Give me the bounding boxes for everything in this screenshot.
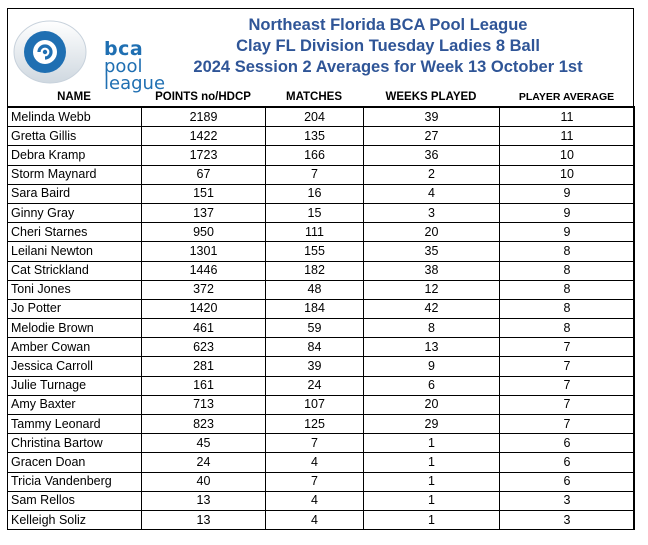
cell-points: 151 (142, 184, 266, 203)
table-row (8, 299, 635, 318)
table-row (8, 146, 635, 165)
cell-average: 8 (500, 299, 635, 318)
cell-average: 7 (500, 338, 635, 357)
cell-points: 13 (142, 510, 266, 529)
cell-weeks: 42 (364, 299, 500, 318)
cell-name: Christina Bartow (8, 434, 142, 453)
cell-points: 45 (142, 434, 266, 453)
cell-points: 67 (142, 165, 266, 184)
table-row (8, 223, 635, 242)
cell-matches: 125 (266, 415, 364, 434)
cell-weeks: 13 (364, 338, 500, 357)
table-row (8, 472, 635, 491)
bca-ball-icon (12, 19, 92, 85)
cell-matches: 4 (266, 491, 364, 510)
cell-weeks: 1 (364, 491, 500, 510)
cell-weeks: 20 (364, 395, 500, 414)
table-row (8, 107, 635, 127)
cell-name: Melodie Brown (8, 319, 142, 338)
title-line-3: 2024 Session 2 Averages for Week 13 October 1st (193, 58, 583, 76)
cell-weeks: 29 (364, 415, 500, 434)
table-row (8, 415, 635, 434)
cell-weeks: 3 (364, 203, 500, 222)
cell-matches: 111 (266, 223, 364, 242)
cell-points: 623 (142, 338, 266, 357)
cell-matches: 166 (266, 146, 364, 165)
cell-matches: 7 (266, 165, 364, 184)
cell-weeks: 35 (364, 242, 500, 261)
cell-name: Tricia Vandenberg (8, 472, 142, 491)
cell-average: 6 (500, 453, 635, 472)
cell-weeks: 1 (364, 434, 500, 453)
cell-name: Ginny Gray (8, 203, 142, 222)
title-line-1: Northeast Florida BCA Pool League (248, 16, 528, 34)
cell-matches: 4 (266, 453, 364, 472)
cell-name: Gretta Gillis (8, 127, 142, 146)
cell-weeks: 1 (364, 510, 500, 529)
cell-name: Gracen Doan (8, 453, 142, 472)
logo-word-bca: bca (104, 38, 144, 60)
cell-points: 13 (142, 491, 266, 510)
cell-points: 950 (142, 223, 266, 242)
cell-name: Tammy Leonard (8, 415, 142, 434)
cell-name: Kelleigh Soliz (8, 510, 142, 529)
cell-name: Julie Turnage (8, 376, 142, 395)
cell-average: 11 (500, 127, 635, 146)
cell-matches: 84 (266, 338, 364, 357)
title-line-2: Clay FL Division Tuesday Ladies 8 Ball (236, 37, 540, 55)
cell-weeks: 1 (364, 453, 500, 472)
cell-matches: 7 (266, 434, 364, 453)
cell-matches: 204 (266, 107, 364, 127)
cell-average: 3 (500, 491, 635, 510)
logo-word-pool: pool (104, 56, 143, 77)
cell-matches: 16 (266, 184, 364, 203)
cell-weeks: 27 (364, 127, 500, 146)
cell-matches: 182 (266, 261, 364, 280)
col-header-matches: MATCHES (285, 91, 342, 103)
cell-matches: 7 (266, 472, 364, 491)
cell-name: Amber Cowan (8, 338, 142, 357)
table-row (8, 376, 635, 395)
cell-weeks: 2 (364, 165, 500, 184)
table-row (8, 357, 635, 376)
cell-weeks: 6 (364, 376, 500, 395)
cell-name: Toni Jones (8, 280, 142, 299)
cell-name: Amy Baxter (8, 395, 142, 414)
cell-weeks: 36 (364, 146, 500, 165)
cell-weeks: 39 (364, 107, 500, 127)
cell-name: Storm Maynard (8, 165, 142, 184)
cell-points: 2189 (142, 107, 266, 127)
cell-points: 281 (142, 357, 266, 376)
table-row (8, 203, 635, 222)
cell-average: 8 (500, 280, 635, 299)
cell-average: 10 (500, 146, 635, 165)
cell-points: 24 (142, 453, 266, 472)
col-header-average: PLAYER AVERAGE (518, 91, 615, 103)
cell-weeks: 12 (364, 280, 500, 299)
cell-average: 10 (500, 165, 635, 184)
cell-matches: 155 (266, 242, 364, 261)
cell-name: Cheri Starnes (8, 223, 142, 242)
cell-points: 713 (142, 395, 266, 414)
cell-matches: 107 (266, 395, 364, 414)
cell-average: 9 (500, 223, 635, 242)
cell-matches: 39 (266, 357, 364, 376)
col-header-name: NAME (57, 91, 91, 103)
cell-average: 3 (500, 510, 635, 529)
cell-points: 461 (142, 319, 266, 338)
cell-weeks: 20 (364, 223, 500, 242)
cell-matches: 135 (266, 127, 364, 146)
cell-name: Jessica Carroll (8, 357, 142, 376)
cell-weeks: 1 (364, 472, 500, 491)
col-header-weeks: WEEKS PLAYED (385, 91, 477, 103)
cell-weeks: 8 (364, 319, 500, 338)
table-row (8, 165, 635, 184)
cell-points: 161 (142, 376, 266, 395)
table-row (8, 453, 635, 472)
cell-points: 1446 (142, 261, 266, 280)
cell-points: 1422 (142, 127, 266, 146)
table-row (8, 434, 635, 453)
cell-name: Sam Rellos (8, 491, 142, 510)
cell-name: Sara Baird (8, 184, 142, 203)
logo-word-league: league (104, 73, 166, 94)
cell-name: Debra Kramp (8, 146, 142, 165)
cell-name: Leilani Newton (8, 242, 142, 261)
bca-logo (12, 19, 166, 94)
cell-average: 9 (500, 203, 635, 222)
cell-name: Cat Strickland (8, 261, 142, 280)
cell-name: Jo Potter (8, 299, 142, 318)
cell-average: 8 (500, 319, 635, 338)
cell-average: 8 (500, 261, 635, 280)
col-header-points: POINTS no/HDCP (155, 91, 251, 103)
cell-average: 6 (500, 434, 635, 453)
averages-table (7, 106, 635, 530)
cell-matches: 24 (266, 376, 364, 395)
table-row (8, 127, 635, 146)
cell-average: 7 (500, 376, 635, 395)
cell-points: 40 (142, 472, 266, 491)
cell-matches: 59 (266, 319, 364, 338)
cell-average: 11 (500, 107, 635, 127)
cell-average: 6 (500, 472, 635, 491)
table-row (8, 280, 635, 299)
cell-points: 372 (142, 280, 266, 299)
cell-name: Melinda Webb (8, 107, 142, 127)
table-row (8, 184, 635, 203)
table-row (8, 491, 635, 510)
cell-matches: 48 (266, 280, 364, 299)
cell-points: 1723 (142, 146, 266, 165)
cell-weeks: 38 (364, 261, 500, 280)
cell-matches: 15 (266, 203, 364, 222)
cell-weeks: 4 (364, 184, 500, 203)
table-body (8, 107, 635, 530)
table-row (8, 261, 635, 280)
table-row (8, 395, 635, 414)
cell-average: 8 (500, 242, 635, 261)
cell-matches: 4 (266, 510, 364, 529)
cell-average: 7 (500, 415, 635, 434)
cell-weeks: 9 (364, 357, 500, 376)
cell-points: 137 (142, 203, 266, 222)
page-title (170, 15, 606, 78)
cell-average: 9 (500, 184, 635, 203)
cell-average: 7 (500, 395, 635, 414)
cell-average: 7 (500, 357, 635, 376)
table-row (8, 338, 635, 357)
table-row (8, 319, 635, 338)
cell-points: 1301 (142, 242, 266, 261)
table-row (8, 242, 635, 261)
table-row (8, 510, 635, 529)
cell-points: 1420 (142, 299, 266, 318)
cell-matches: 184 (266, 299, 364, 318)
cell-points: 823 (142, 415, 266, 434)
